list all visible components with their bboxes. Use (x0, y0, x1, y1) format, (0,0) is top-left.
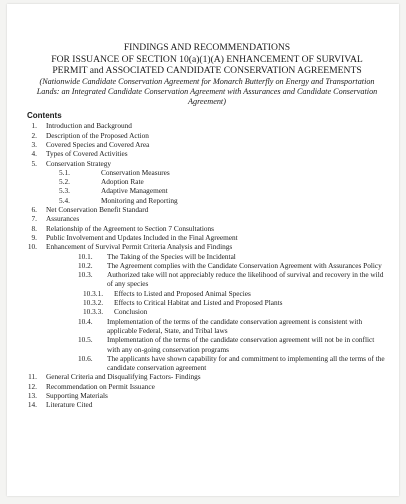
toc-entry (27, 168, 387, 177)
toc-text: The applicants have shown capability for and commitment to implementing all the terms of the candidate conservation agreement (107, 353, 385, 373)
toc-entry (27, 205, 387, 214)
toc-text: Introduction and Background (46, 121, 132, 131)
toc-entry (27, 252, 387, 261)
toc-entry (27, 186, 387, 195)
toc-entry (27, 131, 387, 140)
toc-entry (27, 382, 387, 391)
toc-entry (27, 270, 387, 289)
toc-number: 10.3.3. (83, 307, 104, 317)
toc-number: 10.2. (78, 260, 93, 270)
toc-text: Literature Cited (46, 400, 93, 410)
toc-text: Adaptive Management (101, 186, 168, 196)
toc-entry (27, 298, 387, 307)
toc-text: Public Involvement and Updates Included in the Final Agreement (46, 232, 238, 242)
toc-entry (27, 372, 387, 381)
table-of-contents (27, 121, 387, 409)
toc-text: Adoption Rate (101, 177, 144, 187)
toc-text: Implementation of the terms of the candidate conservation agreement is consistent with applicable Federal, State, and Tribal laws (107, 316, 363, 335)
toc-entry (27, 149, 387, 158)
toc-number: 3. (31, 139, 37, 149)
document-page (7, 4, 399, 496)
toc-number: 5.2. (59, 177, 70, 187)
toc-text: Monitoring and Reporting (101, 195, 178, 205)
toc-number: 10.4. (78, 316, 93, 326)
toc-text: Covered Species and Covered Area (46, 139, 150, 149)
toc-text: Effects to Critical Habitat and Listed and Proposed Plants (114, 298, 283, 308)
toc-entry (27, 159, 387, 168)
toc-number: 4. (31, 149, 37, 159)
toc-text: The Agreement complies with the Candidate Conservation Agreement with Assurances Policy (107, 260, 382, 270)
toc-number: 10.3.1. (83, 288, 104, 298)
toc-number: 10.5. (78, 335, 93, 345)
toc-number: 10.3.2. (83, 298, 104, 308)
toc-entry (27, 354, 387, 373)
toc-number: 1. (31, 121, 37, 131)
toc-number: 12. (27, 381, 37, 391)
toc-entry (27, 261, 387, 270)
toc-entry (27, 335, 387, 354)
contents-heading: Contents (27, 111, 62, 121)
toc-entry (27, 317, 387, 336)
toc-text: Conservation Measures (101, 167, 170, 177)
document-title (27, 42, 387, 77)
toc-text: Types of Covered Activities (46, 149, 128, 159)
toc-text: Enhancement of Survival Permit Criteria Analysis and Findings (46, 242, 233, 252)
toc-number: 14. (27, 400, 37, 410)
toc-number: 10.3. (78, 270, 93, 280)
toc-text: Net Conservation Benefit Standard (46, 205, 149, 215)
toc-number: 5.3. (59, 186, 70, 196)
toc-number: 5. (31, 158, 37, 168)
title-line-3: PERMIT and ASSOCIATED CANDIDATE CONSERVATION AGREEMENTS (52, 65, 362, 77)
toc-text: General Criteria and Disqualifying Factors- Findings (46, 372, 201, 382)
document-subtitle: (Nationwide Candidate Conservation Agreement for Monarch Butterfly on Energy and Transportation Lands: an Integrated Candidate Conservation Agreement with Assurances and Candidate Conservation Agreement) (36, 76, 378, 107)
toc-number: 13. (27, 391, 37, 400)
toc-text: Recommendation on Permit Issuance (46, 381, 155, 391)
toc-text: Conclusion (114, 307, 148, 317)
toc-text: The Taking of the Species will be Incidental (107, 251, 236, 261)
toc-number: 5.1. (59, 167, 70, 177)
toc-entry (27, 177, 387, 186)
toc-entry (27, 224, 387, 233)
toc-number: 10. (27, 242, 37, 252)
toc-number: 8. (31, 223, 37, 233)
toc-text: Authorized take will not appreciably reduce the likelihood of survival and recovery in the wild of any species (107, 270, 384, 289)
toc-number: 10.6. (78, 353, 93, 363)
toc-entry (27, 214, 387, 223)
toc-number: 9. (31, 232, 37, 242)
toc-number: 10.1. (78, 251, 93, 261)
toc-text: Relationship of the Agreement to Section 7 Consultations (46, 223, 215, 233)
toc-number: 2. (31, 130, 37, 140)
toc-entry (27, 307, 387, 316)
toc-text: Description of the Proposed Action (46, 130, 149, 140)
toc-entry (27, 121, 387, 130)
toc-entry (27, 196, 387, 205)
toc-text: Conservation Strategy (46, 158, 112, 168)
toc-entry (27, 242, 387, 251)
toc-number: 7. (31, 214, 37, 224)
toc-number: 5.4. (59, 195, 70, 205)
toc-text: Supporting Materials (46, 391, 108, 400)
toc-number: 11. (28, 372, 37, 382)
toc-text: Assurances (46, 214, 80, 224)
toc-text: Implementation of the terms of the candidate conservation agreement will not be in conflict with any on-going conservation programs (107, 335, 375, 354)
toc-entry (27, 400, 387, 409)
toc-entry (27, 289, 387, 298)
toc-entry (27, 233, 387, 242)
title-line-2: FOR ISSUANCE OF SECTION 10(a)(1)(A) ENHANCEMENT OF SURVIVAL (51, 53, 363, 65)
toc-number: 6. (31, 205, 37, 215)
toc-entry (27, 140, 387, 149)
toc-text: Effects to Listed and Proposed Animal Species (114, 288, 251, 298)
toc-entry (27, 391, 387, 400)
title-line-1: FINDINGS AND RECOMMENDATIONS (123, 42, 291, 53)
